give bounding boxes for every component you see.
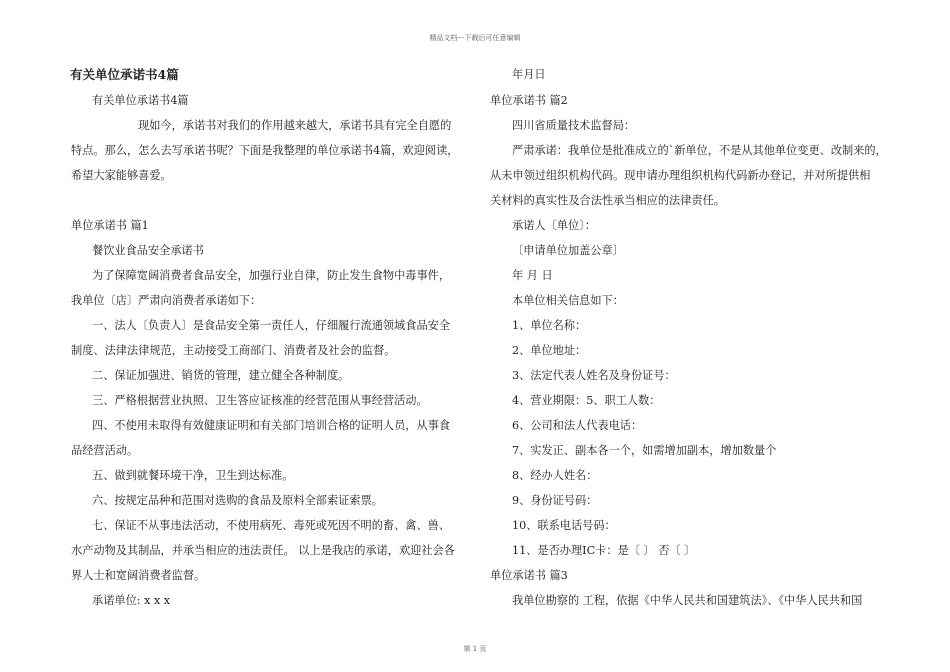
- text-line: 四川省质量技术监督局：: [512, 119, 636, 132]
- text-line: 3、法定代表人姓名及身份证号：: [512, 369, 676, 382]
- text-line: 1、单位名称：: [512, 319, 587, 332]
- text-line: 7、实发正、副本各一个，如需增加副本，增加数量个: [512, 444, 777, 457]
- text-line: 8、经办人姓名：: [512, 469, 598, 482]
- text-line: 五、做到就餐环境干净，卫生到达标准。: [92, 469, 294, 482]
- text-line: 承诺单位: x x x: [92, 594, 171, 607]
- text-line: 从未申领过组织机构代码。现申请办理组织机构代码新办登记，并对所提供相: [490, 169, 871, 182]
- document-title: 有关单位承诺书4篇: [70, 67, 179, 82]
- text-line: 二、保证加强进、销货的管理，建立健全各种制度。: [92, 369, 350, 382]
- text-line: 6、公司和法人代表电话：: [512, 419, 643, 432]
- text-line: 六、按规定品种和范围对选购的食品及原料全部索证索票。: [92, 494, 383, 507]
- text-line: 年 月 日: [512, 269, 553, 282]
- text-line: 〔申请单位加盖公章〕: [512, 244, 624, 257]
- text-line: 品经营活动。: [71, 444, 139, 457]
- text-line: 七、保证不从事违法活动，不使用病死、毒死或死因不明的畜、禽、兽、: [92, 519, 451, 532]
- text-line: 严肃承诺：我单位是批准成立的`新单位，不是从其他单位变更、改制来的，: [512, 144, 887, 157]
- text-line: 界人士和宽阔消费者监督。: [71, 569, 206, 582]
- text-line: 10、联系电话号码：: [512, 519, 616, 532]
- text-line: 2、单位地址：: [512, 344, 587, 357]
- text-line: 水产动物及其制品，并承当相应的违法责任。 以上是我店的承诺，欢迎社会各: [71, 544, 455, 557]
- text-line: 9、身份证号码：: [512, 494, 598, 507]
- text-line: 特点。那么，怎么去写承诺书呢？下面是我整理的单位承诺书4篇，欢迎阅读，: [71, 144, 459, 157]
- text-line: 关材料的真实性及合法性承当相应的法律责任。: [490, 194, 725, 207]
- text-line: 单位承诺书 篇3: [490, 569, 568, 582]
- text-line: 三、严格根据营业执照、卫生答应证核准的经营范围从事经营活动。: [92, 394, 428, 407]
- text-line: 有关单位承诺书4篇: [92, 94, 189, 107]
- text-line: 单位承诺书 篇2: [490, 94, 568, 107]
- text-line: 11、是否办理IC卡：是〔 〕 否〔 〕: [512, 544, 696, 557]
- text-line: 为了保障宽阔消费者食品安全，加强行业自律，防止发生食物中毒事件，: [92, 269, 451, 282]
- text-line: 年月日: [512, 68, 546, 81]
- text-line: 制度、法律法律规范，主动接受工商部门、消费者及社会的监督。: [71, 344, 396, 357]
- text-line: 我单位〔店〕严肃向消费者承诺如下：: [71, 294, 262, 307]
- text-line: 四、不使用未取得有效健康证明和有关部门培训合格的证明人员，从事食: [92, 419, 451, 432]
- text-line: 一、法人〔负责人〕是食品安全第一责任人，仔细履行流通领域食品安全: [92, 319, 451, 332]
- text-line: 现如今，承诺书对我们的作用越来越大，承诺书具有完全自愿的: [138, 119, 452, 132]
- text-line: 我单位勘察的 工程，依据《中华人民共和国建筑法》、《中华人民共和国: [512, 594, 863, 607]
- page-footer: 第 1 页: [463, 645, 487, 653]
- text-line: 单位承诺书 篇1: [71, 219, 149, 232]
- text-line: 本单位相关信息如下：: [512, 294, 624, 307]
- text-line: 餐饮业食品安全承诺书: [92, 244, 204, 257]
- text-line: 希望大家能够喜爱。: [71, 169, 172, 182]
- page-header: 精品文档---下载后可任意编辑: [429, 34, 521, 42]
- text-line: 4、营业期限：5、职工人数：: [512, 394, 661, 407]
- text-line: 承诺人〔单位〕：: [512, 219, 596, 232]
